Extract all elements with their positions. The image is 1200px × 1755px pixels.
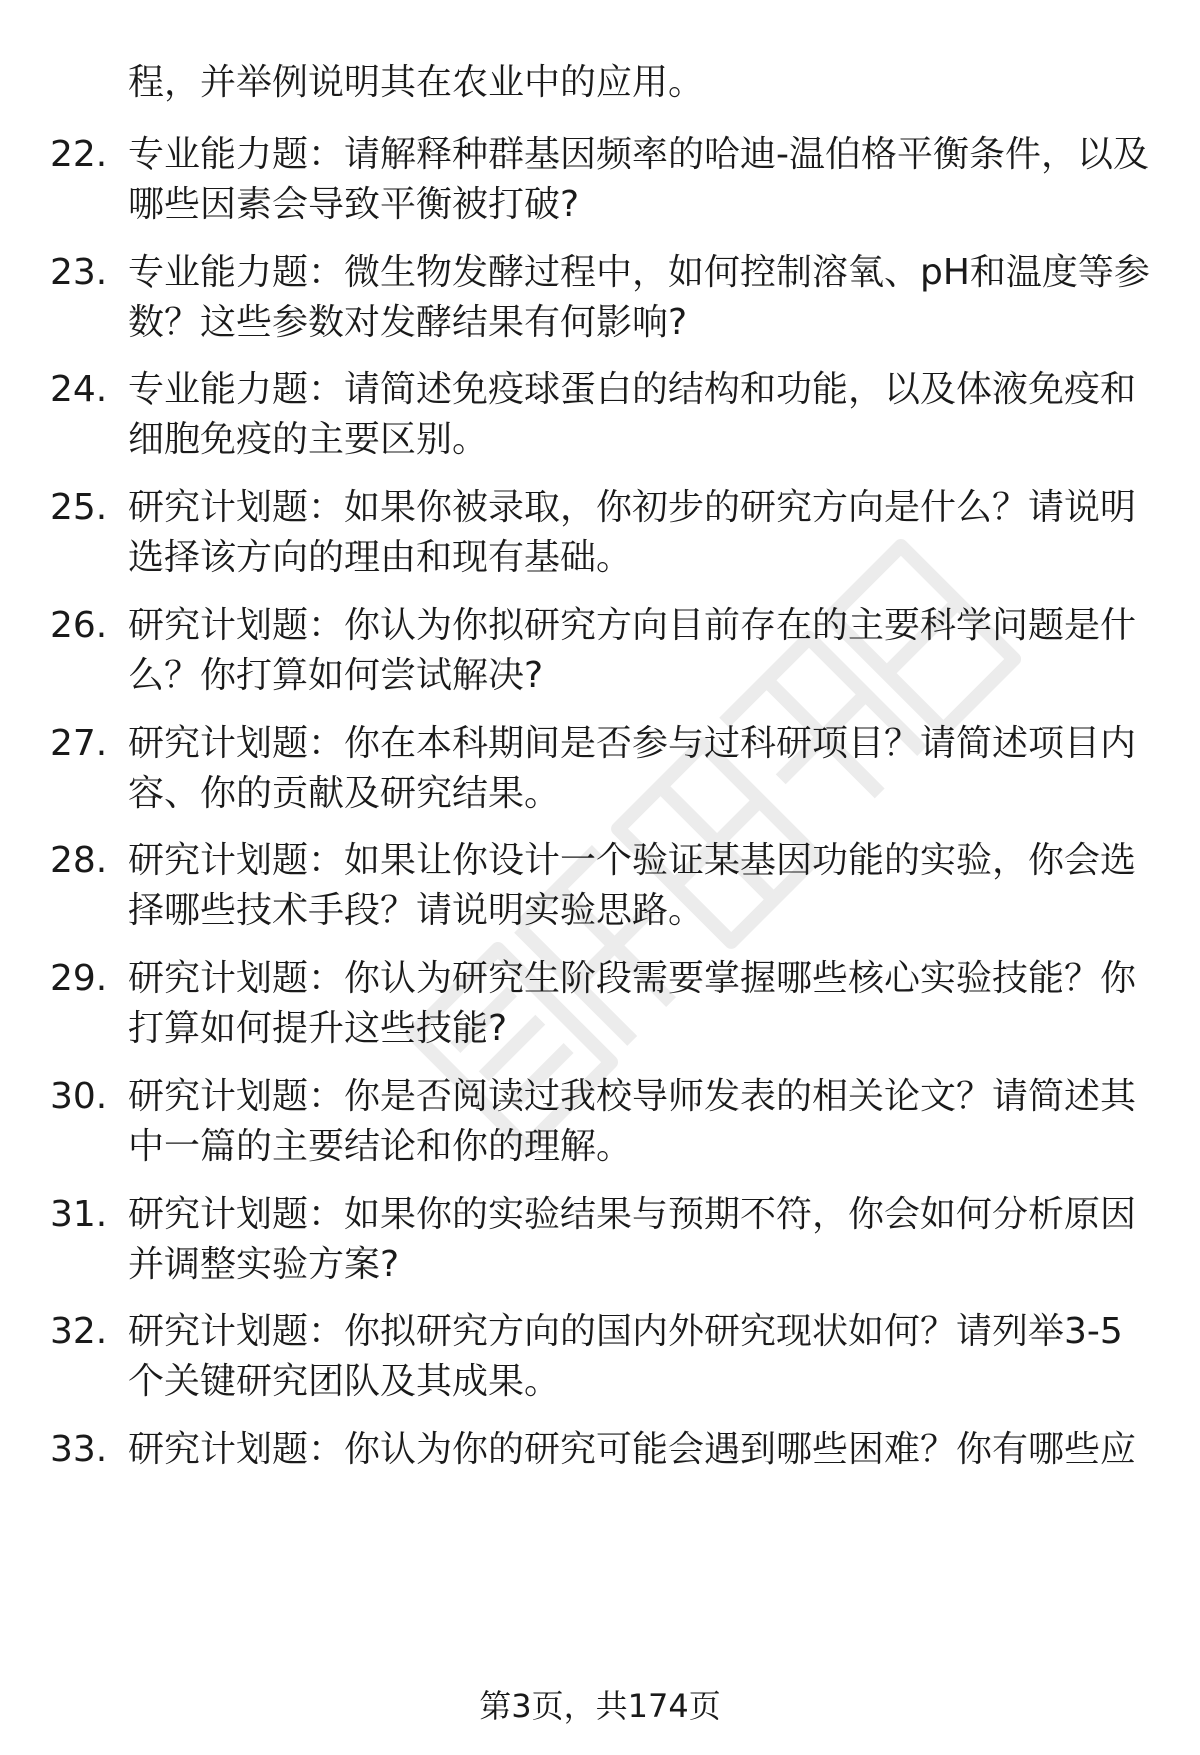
item-number: 22. xyxy=(50,134,108,175)
item-text-line: 个关键研究团队及其成果。 xyxy=(128,1361,561,1402)
item-number: 23. xyxy=(50,252,108,293)
item-text-line: 专业能力题：请简述免疫球蛋白的结构和功能，以及体液免疫和 xyxy=(128,369,1137,410)
item-text-line: 打算如何提升这些技能? xyxy=(128,1008,508,1049)
item-text-line: 数？这些参数对发酵结果有何影响? xyxy=(128,302,688,343)
item-text-line: 哪些因素会导致平衡被打破? xyxy=(128,184,580,225)
item-number: 33. xyxy=(50,1429,108,1470)
item-text-line: 研究计划题：如果你被录取，你初步的研究方向是什么？请说明 xyxy=(128,487,1137,528)
item-text-line: 么？你打算如何尝试解决? xyxy=(128,655,544,696)
item-number: 30. xyxy=(50,1076,108,1117)
list-item xyxy=(0,365,1200,465)
item-text-line: 研究计划题：你认为你拟研究方向目前存在的主要科学问题是什 xyxy=(128,605,1137,646)
list-item xyxy=(0,248,1200,348)
item-text-line: 研究计划题：你是否阅读过我校导师发表的相关论文？请简述其 xyxy=(128,1076,1137,1117)
list-item xyxy=(0,130,1200,230)
item-number: 24. xyxy=(50,369,108,410)
list-item xyxy=(0,1307,1200,1407)
list-item xyxy=(0,1072,1200,1172)
item-text-line: 容、你的贡献及研究结果。 xyxy=(128,773,561,814)
item-text-line: 专业能力题：微生物发酵过程中，如何控制溶氧、pH和温度等参 xyxy=(128,252,1150,293)
item-number: 29. xyxy=(50,958,108,999)
item-number: 32. xyxy=(50,1311,108,1352)
item-text-line: 细胞免疫的主要区别。 xyxy=(128,419,489,460)
page-footer: 第3页，共174页 xyxy=(479,1687,721,1725)
item-number: 31. xyxy=(50,1194,108,1235)
item-text-line: 研究计划题：你认为你的研究可能会遇到哪些困难？你有哪些应 xyxy=(128,1429,1137,1470)
item-text-line: 专业能力题：请解释种群基因频率的哈迪-温伯格平衡条件，以及 xyxy=(128,134,1149,175)
item-text-line: 择哪些技术手段？请说明实验思路。 xyxy=(128,890,705,931)
list-item xyxy=(0,483,1200,583)
item-text-line: 研究计划题：你在本科期间是否参与过科研项目？请简述项目内 xyxy=(128,723,1137,764)
continuation-line: 程，并举例说明其在农业中的应用。 xyxy=(128,62,705,103)
item-number: 28. xyxy=(50,840,108,881)
item-number: 26. xyxy=(50,605,108,646)
item-text-line: 选择该方向的理由和现有基础。 xyxy=(128,537,633,578)
item-number: 25. xyxy=(50,487,108,528)
list-item xyxy=(0,601,1200,701)
item-text-line: 并调整实验方案? xyxy=(128,1244,400,1285)
list-item xyxy=(0,836,1200,936)
list-item xyxy=(0,954,1200,1054)
item-number: 27. xyxy=(50,723,108,764)
item-text-line: 研究计划题：如果你的实验结果与预期不符，你会如何分析原因 xyxy=(128,1194,1137,1235)
list-item xyxy=(0,1425,1200,1475)
item-text-line: 研究计划题：你认为研究生阶段需要掌握哪些核心实验技能？你 xyxy=(128,958,1137,999)
list-item xyxy=(0,1190,1200,1290)
item-text-line: 研究计划题：如果让你设计一个验证某基因功能的实验，你会选 xyxy=(128,840,1137,881)
item-text-line: 中一篇的主要结论和你的理解。 xyxy=(128,1126,633,1167)
item-text-line: 研究计划题：你拟研究方向的国内外研究现状如何？请列举3-5 xyxy=(128,1311,1123,1352)
list-item xyxy=(0,719,1200,819)
